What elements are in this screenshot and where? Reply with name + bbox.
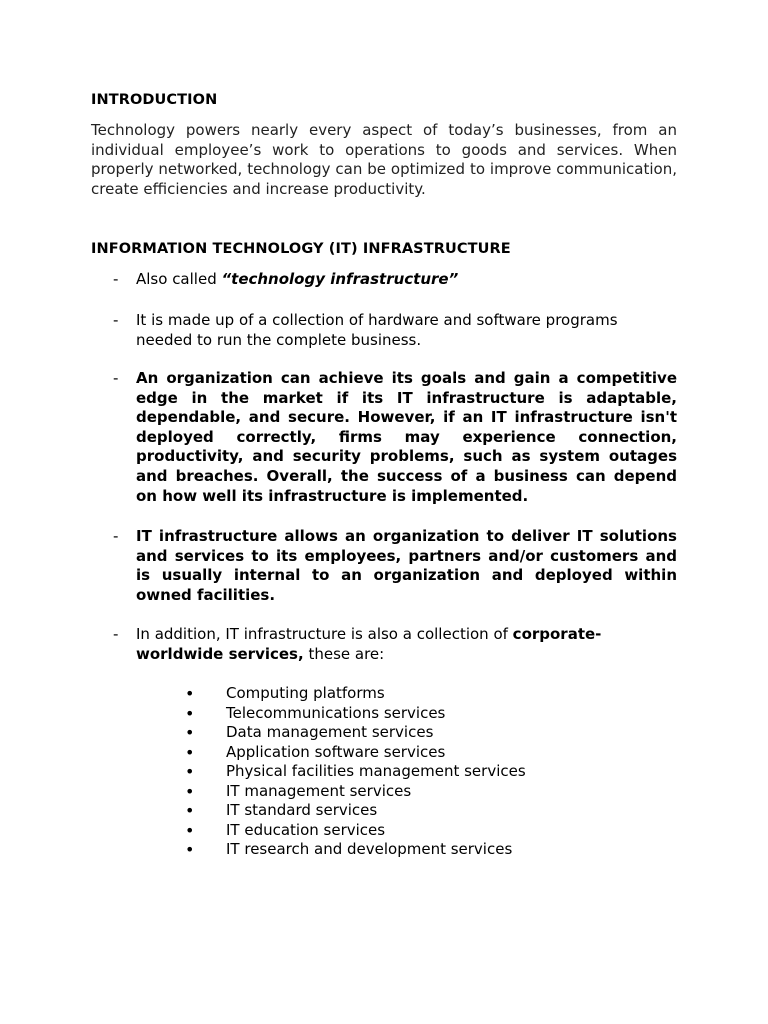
bullet-icon: • [185, 820, 195, 840]
item-text: In addition, IT infrastructure is also a collection of [136, 625, 513, 643]
service-label: Data management services [226, 723, 434, 741]
item-text: IT infrastructure allows an organization to deliver IT solutions and services to its employees, partners and/or customers and is usually internal to an organization and deployed within owned facilities. [136, 527, 677, 604]
bullet-icon: • [185, 801, 195, 820]
service-label: Computing platforms [226, 684, 385, 702]
service-label: Telecommunications services [226, 703, 446, 722]
service-label: IT standard services [226, 801, 378, 819]
item-text: these are: [303, 644, 385, 663]
service-item [185, 762, 635, 782]
service-label: IT management services [226, 781, 412, 800]
emphasis-text: “technology infrastructure” [221, 270, 459, 288]
service-item [185, 801, 635, 821]
introduction-paragraph: Technology powers nearly every aspect of today’s businesses, from an individual employee’s work to operations to goods and services. When properly networked, technology can be optimized to improve communication, create efficiencies and increase productivity. [91, 121, 677, 198]
list-item [91, 625, 677, 664]
bullet-icon: • [185, 781, 195, 801]
bullet-icon: • [185, 684, 195, 703]
bullet-icon: • [185, 840, 195, 859]
item-text: It is made up of a collection of hardware and software programs needed to run the complete business. [136, 311, 618, 349]
list-item [91, 311, 677, 350]
bullet-icon: • [185, 723, 195, 742]
services-list [185, 684, 635, 860]
bullet-icon: • [185, 762, 195, 781]
service-item [185, 743, 635, 763]
bold-text: corporate-worldwide services, [136, 625, 602, 663]
service-item [185, 684, 635, 704]
service-item [185, 723, 635, 743]
dash-marker: - [113, 369, 119, 387]
list-item [91, 369, 677, 506]
introduction-heading: INTRODUCTION [91, 92, 218, 108]
dash-marker: - [113, 270, 119, 288]
service-label: Physical facilities management services [226, 762, 526, 780]
service-item [185, 821, 635, 841]
list-item [91, 270, 677, 290]
list-item [91, 527, 677, 605]
bullet-icon: • [185, 703, 195, 723]
service-item [185, 782, 635, 802]
service-label: IT education services [226, 820, 386, 839]
service-label: Application software services [226, 742, 446, 761]
service-label: IT research and development services [226, 840, 513, 858]
service-item [185, 840, 635, 860]
item-text: Also called [136, 270, 222, 288]
dash-marker: - [113, 311, 119, 329]
dash-marker: - [113, 625, 119, 643]
bullet-icon: • [185, 742, 195, 762]
dash-marker: - [113, 527, 119, 545]
it-infrastructure-heading: INFORMATION TECHNOLOGY (IT) INFRASTRUCTURE [91, 241, 511, 257]
service-item [185, 704, 635, 724]
item-text: An organization can achieve its goals and gain a competitive edge in the market if its IT infrastructure is adaptable, dependable, and secure. However, if an IT infrastructure isn't deployed correctly, firms may experience connection, productivity, and security problems, such as system outages and breaches. Overall, the success of a business can depend on how well its infrastructure is implemented. [136, 369, 677, 505]
